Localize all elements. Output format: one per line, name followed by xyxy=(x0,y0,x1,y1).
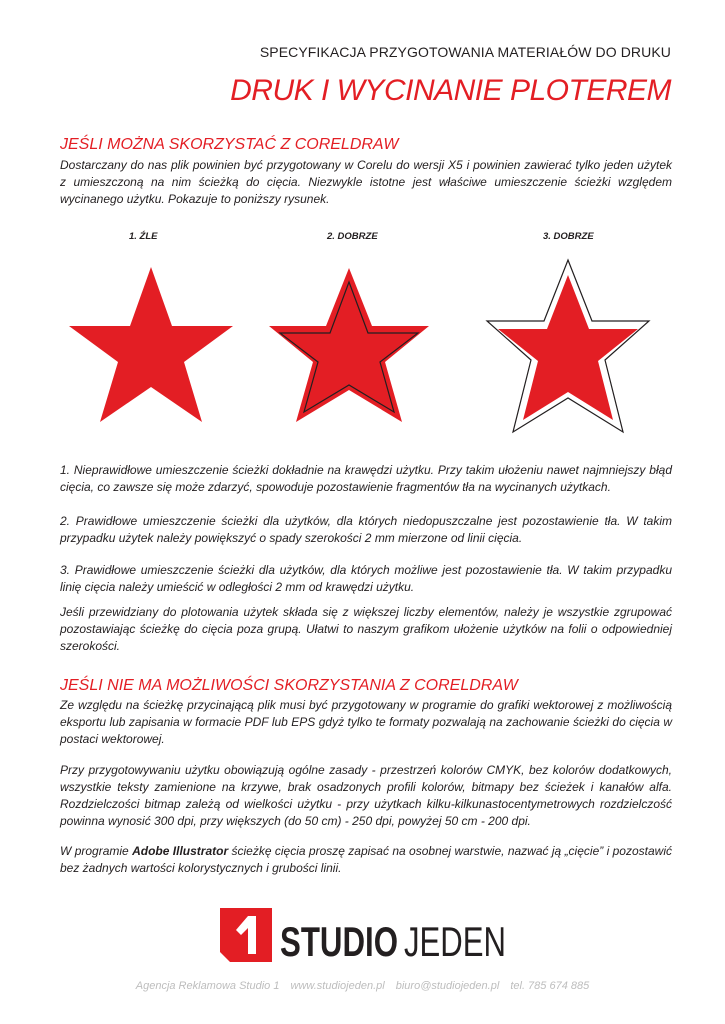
illustrator-name: Adobe Illustrator xyxy=(132,844,229,858)
footer-company: Agencja Reklamowa Studio 1 xyxy=(135,980,280,992)
star-label-3: 3. DOBRZE xyxy=(543,231,594,242)
document-subtitle: SPECYFIKACJA PRZYGOTOWANIA MATERIAŁÓW DO DRUKU xyxy=(259,44,671,60)
intro-paragraph: Dostarczany do nas plik powinien być przygotowany w Corelu do wersji X5 i powinien zawierać tylko jeden użytek z umieszczoną na nim ścieżką do cięcia. Niezwykle istotne jest właściwe umieszczenie ścieżki względem wycinanego użytku. Pokazuje to poniższy rysunek. xyxy=(60,158,672,206)
general-rules-paragraph: Przy przygotowywaniu użytku obowiązują ogólne zasady - przestrzeń kolorów CMYK, bez kolorów dodatkowych, wszystkie teksty zamienione na krzywe, brak osadzonych profili kolorów, bitmapy bez ścieżek i kanałów alfa. Rozdzielczości bitmap zależą od wielkości użytku - przy użytkach kilku-kilkunastocentymetrowych rozdzielczość powinna wynosić 300 dpi, przy większych (do 50 cm) - 250 dpi, powyżej 50 cm - 200 dpi. xyxy=(60,763,672,828)
logo-mark xyxy=(220,908,272,962)
footer-email[interactable]: biuro@studiojeden.pl xyxy=(395,980,500,992)
explanation-3: 3. Prawidłowe umieszczenie ścieżki dla użytków, dla których możliwe jest pozostawienie tła. W takim przypadku linię cięcia należy umieścić w odległości 2 mm od krawędzi użytku. xyxy=(60,563,672,594)
illustrator-paragraph xyxy=(60,843,672,877)
footer-phone: tel. 785 674 885 xyxy=(510,980,590,992)
document-title: DRUK I WYCINANIE PLOTEREM xyxy=(230,74,671,107)
vector-format-paragraph: Ze względu na ścieżkę przycinającą plik musi być przygotowany w programie do grafiki wektorowej z możliwością eksportu lub zapisania w formacie PDF lub EPS gdyż tylko te formaty pozwalają na zachowanie ścieżki do cięcia w postaci wektorowej. xyxy=(60,698,672,746)
explanation-1: 1. Nieprawidłowe umieszczenie ścieżki dokładnie na krawędzi użytku. Przy takim ułożeniu nawet najmniejszy błąd cięcia, co zawsze się może zdarzyć, spowoduje pozostawienie fragmentów tła na wycinanych użytkach. xyxy=(60,463,672,494)
star-diagram xyxy=(0,0,725,460)
star-label-1: 1. ŹLE xyxy=(129,231,158,242)
footer xyxy=(0,980,725,992)
star-correct-bleed xyxy=(269,268,429,422)
section-heading-coreldraw: JEŚLI MOŻNA SKORZYSTAĆ Z CORELDRAW xyxy=(60,136,399,153)
star-label-2: 2. DOBRZE xyxy=(327,231,378,242)
explanation-2: 2. Prawidłowe umieszczenie ścieżki dla użytków, dla których niedopuszczalne jest pozostawienie tła. W takim przypadku użytek należy powiększyć o spady szerokości 2 mm mierzone od linii cięcia. xyxy=(60,514,672,545)
logo-word-jeden: JEDEN xyxy=(404,918,506,965)
illustrator-text-before: W programie xyxy=(60,844,133,858)
section-heading-no-coreldraw: JEŚLI NIE MA MOŻLIWOŚCI SKORZYSTANIA Z CORELDRAW xyxy=(60,677,518,694)
illustrator-text-after: ścieżkę cięcia proszę zapisać na osobnej warstwie, nazwać ją „cięcie” i pozostawić bez żadnych wartości kolorystycznych i grubości linii. xyxy=(60,844,672,875)
grouping-paragraph: Jeśli przewidziany do plotowania użytek składa się z większej liczby elementów, należy je wszystkie zgrupować pozostawiając ścieżkę do cięcia poza grupą. Ułatwi to naszym grafikom ułożenie użytków na folii o odpowiedniej szerokości. xyxy=(60,605,672,653)
star-wrong xyxy=(69,267,233,422)
footer-website[interactable]: www.studiojeden.pl xyxy=(290,980,385,992)
logo-word-studio: STUDIO xyxy=(280,918,398,965)
studio-jeden-logo xyxy=(220,908,510,968)
